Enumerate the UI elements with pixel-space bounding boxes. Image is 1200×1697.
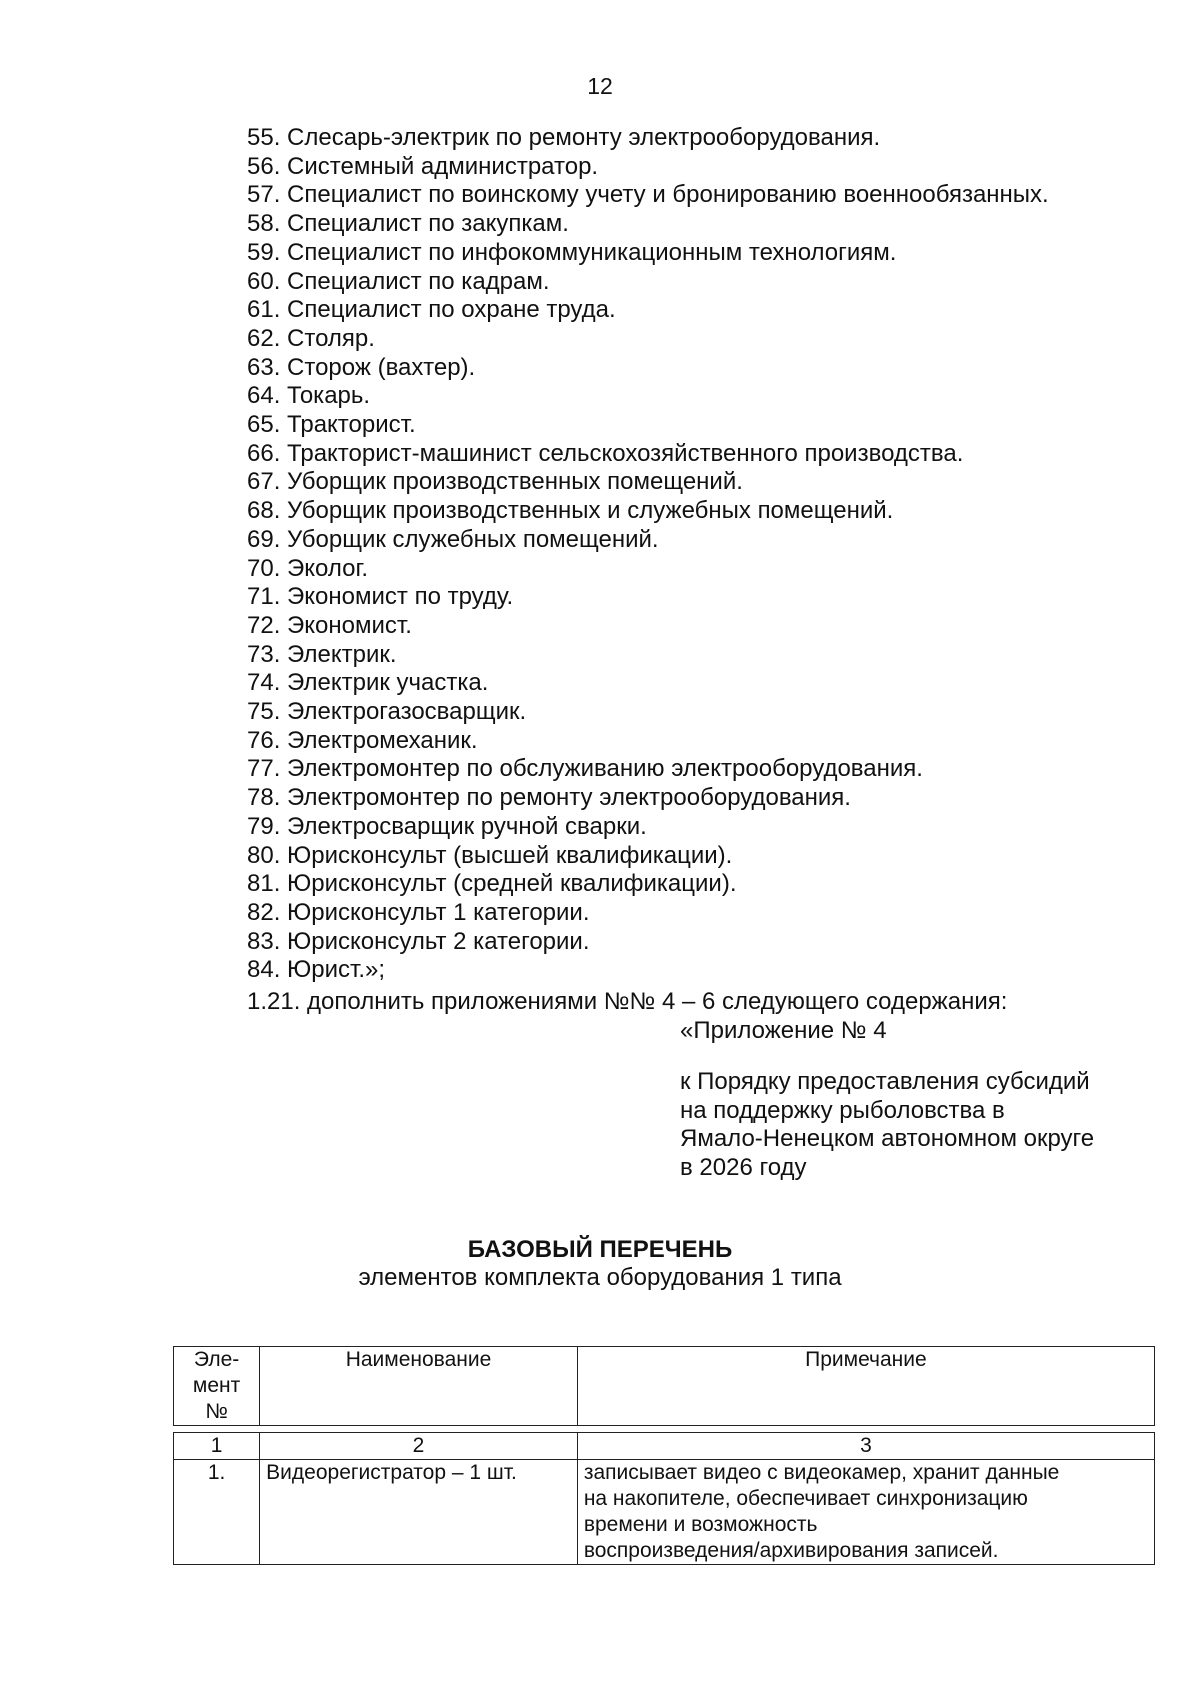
list-item: 81. Юрисконсульт (средней квалификации). [247,870,737,898]
list-item: 62. Столяр. [247,324,375,352]
header-line: мент [192,1374,241,1397]
list-item: 60. Специалист по кадрам. [247,267,550,295]
list-item: 72. Экономист. [247,611,412,639]
header-line: № [205,1400,228,1423]
list-item: 71. Экономист по труду. [247,583,514,611]
note-line: на накопителе, обеспечивает синхронизацию [583,1487,1028,1510]
appendix-reference-line: к Порядку предоставления субсидий [680,1068,1090,1095]
list-item: 75. Электрогазосварщик. [247,698,527,726]
table-header-row [174,1347,1155,1426]
list-item: 79. Электросварщик ручной сварки. [247,812,647,840]
numbering-cell: 1 [174,1433,260,1460]
note-line: воспроизведения/архивирования записей. [583,1539,999,1562]
list-item: 61. Специалист по охране труда. [247,296,616,324]
section-heading: БАЗОВЫЙ ПЕРЕЧЕНЬ [467,1236,733,1263]
list-item: 82. Юрисконсульт 1 категории. [247,898,590,926]
page-number: 12 [587,73,613,99]
list-item: 83. Юрисконсульт 2 категории. [247,927,590,955]
section-subheading: элементов комплекта оборудования 1 типа [358,1264,842,1291]
appendix-reference-line: на поддержку рыболовства в [680,1096,1005,1124]
list-item: 57. Специалист по воинскому учету и бронированию военнообязанных. [247,181,1049,209]
list-item: 70. Эколог. [247,554,368,582]
numbering-cell: 2 [260,1433,578,1460]
list-item: 56. Системный администратор. [247,152,599,180]
list-item: 68. Уборщик производственных и служебных помещений. [247,497,894,525]
header-line: Эле- [193,1348,240,1371]
note-line: времени и возможность [583,1513,818,1536]
professions-list [247,124,1049,985]
table-row [174,1460,1155,1565]
list-item: 84. Юрист.»; [247,956,386,984]
list-item: 55. Слесарь-электрик по ремонту электрооборудования. [247,124,881,151]
header-cell-note: Примечание [577,1347,1154,1426]
list-item: 58. Специалист по закупкам. [247,210,569,238]
list-item: 69. Уборщик служебных помещений. [247,525,659,553]
row-note-cell [577,1460,1154,1565]
numbering-cell: 3 [577,1433,1154,1460]
list-item: 63. Сторож (вахтер). [247,353,476,381]
appendix-reference-line: в 2026 году [680,1154,807,1182]
header-cell-element-number [174,1347,260,1426]
list-item: 66. Тракторист-машинист сельскохозяйственного производства. [247,439,964,467]
appendix-reference-line: Ямало-Ненецком автономном округе [680,1125,1095,1153]
appendix-title: «Приложение № 4 [680,1017,887,1044]
equipment-table [173,1432,1155,1565]
appendix-reference [680,1068,1150,1183]
equipment-table-header [173,1346,1155,1426]
list-item: 64. Токарь. [247,382,371,410]
list-item: 78. Электромонтер по ремонту электрооборудования. [247,784,851,812]
list-item: 73. Электрик. [247,640,397,668]
header-cell-name: Наименование [260,1347,578,1426]
list-item: 80. Юрисконсульт (высшей квалификации). [247,841,733,869]
list-item: 77. Электромонтер по обслуживанию электрооборудования. [247,755,923,783]
table-numbering-row [174,1433,1155,1460]
list-item: 67. Уборщик производственных помещений. [247,468,743,496]
list-item: 74. Электрик участка. [247,669,489,697]
amendment-paragraph: 1.21. дополнить приложениями №№ 4 – 6 следующего содержания: [247,988,1008,1015]
note-line: записывает видео с видеокамер, хранит данные [583,1461,1060,1484]
list-item: 76. Электромеханик. [247,726,478,754]
list-item: 65. Тракторист. [247,411,416,439]
row-number-cell: 1. [174,1460,260,1565]
list-item: 59. Специалист по инфокоммуникационным технологиям. [247,238,897,266]
row-name-cell: Видеорегистратор – 1 шт. [260,1460,578,1565]
